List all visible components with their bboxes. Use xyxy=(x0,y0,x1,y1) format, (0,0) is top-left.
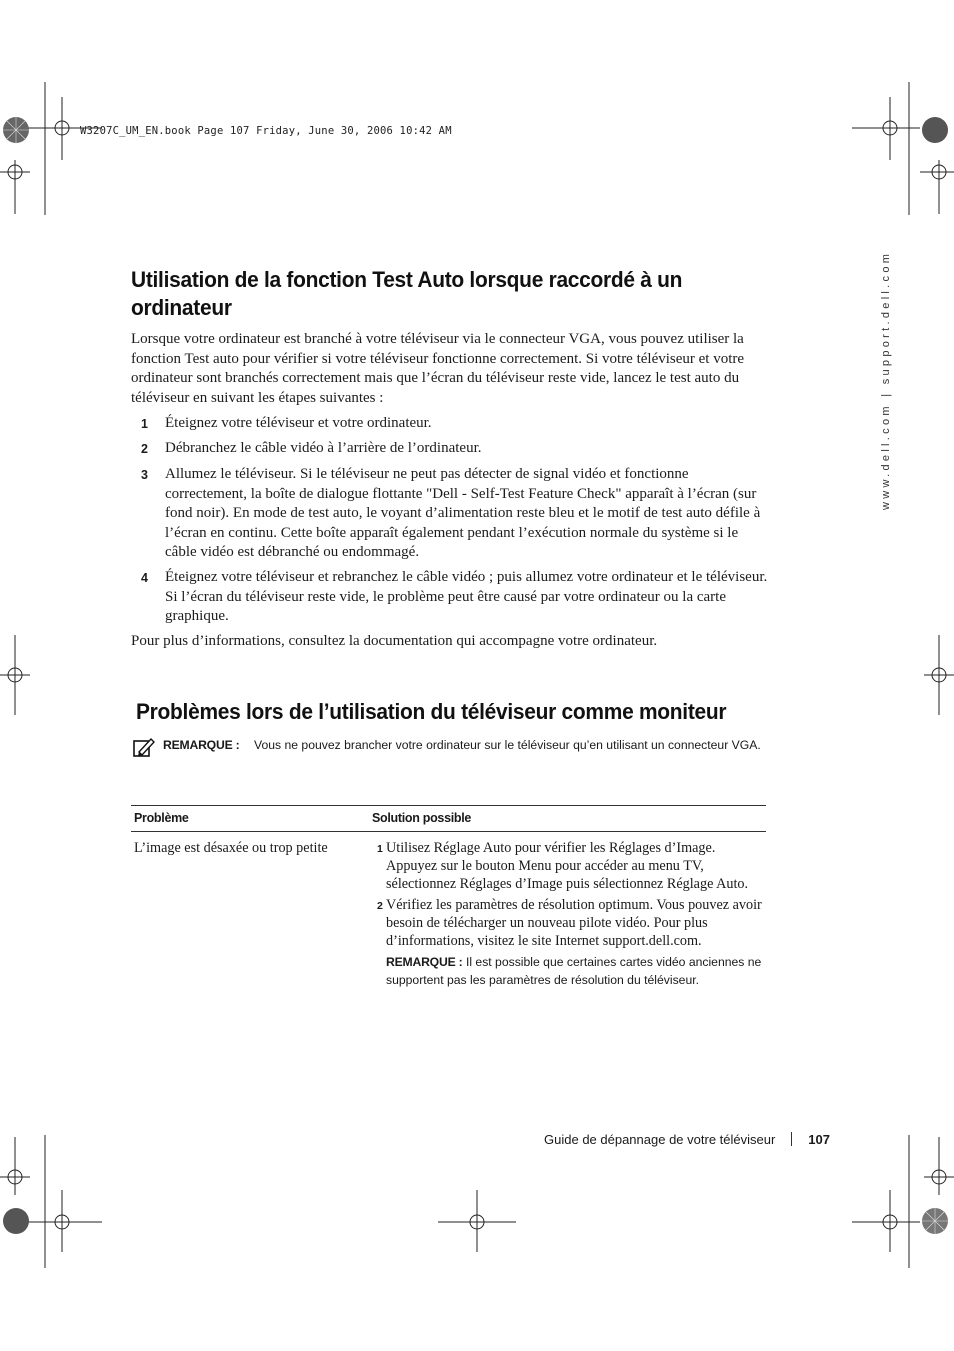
step-number: 1 xyxy=(141,417,148,431)
note-label: REMARQUE : xyxy=(163,738,240,752)
remark-label: REMARQUE : xyxy=(386,955,463,969)
footer-divider xyxy=(791,1132,792,1146)
solution-remark xyxy=(386,953,766,989)
table-header-row xyxy=(131,806,766,832)
section2-title: Problèmes lors de l’utilisation du téléviseur comme moniteur xyxy=(136,699,727,724)
column-header-problem: Problème xyxy=(131,806,369,832)
print-slug: W3207C_UM_EN.book Page 107 Friday, June 30, 2006 10:42 AM xyxy=(80,125,452,137)
step-number: 4 xyxy=(141,571,148,585)
table-row xyxy=(131,832,766,990)
note-text: Vous ne pouvez brancher votre ordinateur sur le téléviseur qu’en utilisant un connecteur VGA. xyxy=(254,738,761,752)
solution-item xyxy=(369,896,766,950)
problem-cell: L’image est désaxée ou trop petite xyxy=(134,840,328,856)
step-text: Éteignez votre téléviseur et rebranchez le câble vidéo ; puis allumez votre ordinateur et le téléviseur. Si l’écran du téléviseur reste vide, le problème peut être causé par votre ordinateur ou la carte graphique. xyxy=(165,569,768,624)
note xyxy=(163,737,773,755)
footer-text: Guide de dépannage de votre téléviseur xyxy=(544,1132,776,1147)
list-item xyxy=(131,465,771,563)
solution-number: 1 xyxy=(377,843,383,855)
page-footer xyxy=(480,1132,830,1147)
solution-text: Utilisez Réglage Auto pour vérifier les Réglages d’Image. Appuyez sur le bouton Menu pour accéder au menu TV, sélectionnez Réglages d’Image puis sélectionnez Réglage Auto. xyxy=(386,840,749,892)
solution-text: Vérifiez les paramètres de résolution optimum. Vous pouvez avoir besoin de télécharger un nouveau pilote vidéo. Pour plus d’informations, visitez le site Internet support.dell.com. xyxy=(386,897,762,949)
list-item xyxy=(131,568,771,627)
step-number: 3 xyxy=(141,468,148,482)
list-item xyxy=(131,439,771,459)
solution-cell xyxy=(369,832,766,990)
step-text: Allumez le téléviseur. Si le téléviseur ne peut pas détecter de signal vidéo et fonctionne correctement, la boîte de dialogue flottante "Dell - Self-Test Feature Check" apparaît à l’écran (sur fond noir). En mode de test auto, le voyant d’alimentation reste bleu et le motif de test auto défile à l’écran en continu. Cette boîte apparaît également pendant l’exécution normale du système si le câble vidéo est débranché ou endommagé. xyxy=(165,466,761,560)
page-number: 107 xyxy=(808,1132,830,1147)
step-text: Débranchez le câble vidéo à l’arrière de l’ordinateur. xyxy=(165,440,482,456)
pencil-note-icon xyxy=(133,737,155,757)
section1-title: Utilisation de la fonction Test Auto lorsque raccordé à un ordinateur xyxy=(131,267,683,320)
troubleshooting-table xyxy=(131,805,766,989)
column-header-solution: Solution possible xyxy=(369,806,766,832)
list-item xyxy=(131,414,771,434)
section1-closing: Pour plus d’informations, consultez la documentation qui accompagne votre ordinateur. xyxy=(131,633,658,649)
section2-heading xyxy=(136,698,836,726)
section1-intro: Lorsque votre ordinateur est branché à votre téléviseur via le connecteur VGA, vous pouvez utiliser la fonction Test auto pour vérifier si votre téléviseur fonctionne correctement. Si votre téléviseur et votre ordinateur sont branchés correctement mais que l’écran du téléviseur reste vide, lancez le test auto du téléviseur en suivant les étapes suivantes : xyxy=(131,331,745,406)
remark-text: Il est possible que certaines cartes vidéo anciennes ne supportent pas les paramètres de résolution du téléviseur. xyxy=(386,955,762,987)
section1-heading xyxy=(131,266,811,322)
solution-item xyxy=(369,839,766,893)
step-text: Éteignez votre téléviseur et votre ordinateur. xyxy=(165,415,432,431)
step-number: 2 xyxy=(141,442,148,456)
side-url: www.dell.com | support.dell.com xyxy=(880,250,892,510)
solution-number: 2 xyxy=(377,900,383,912)
